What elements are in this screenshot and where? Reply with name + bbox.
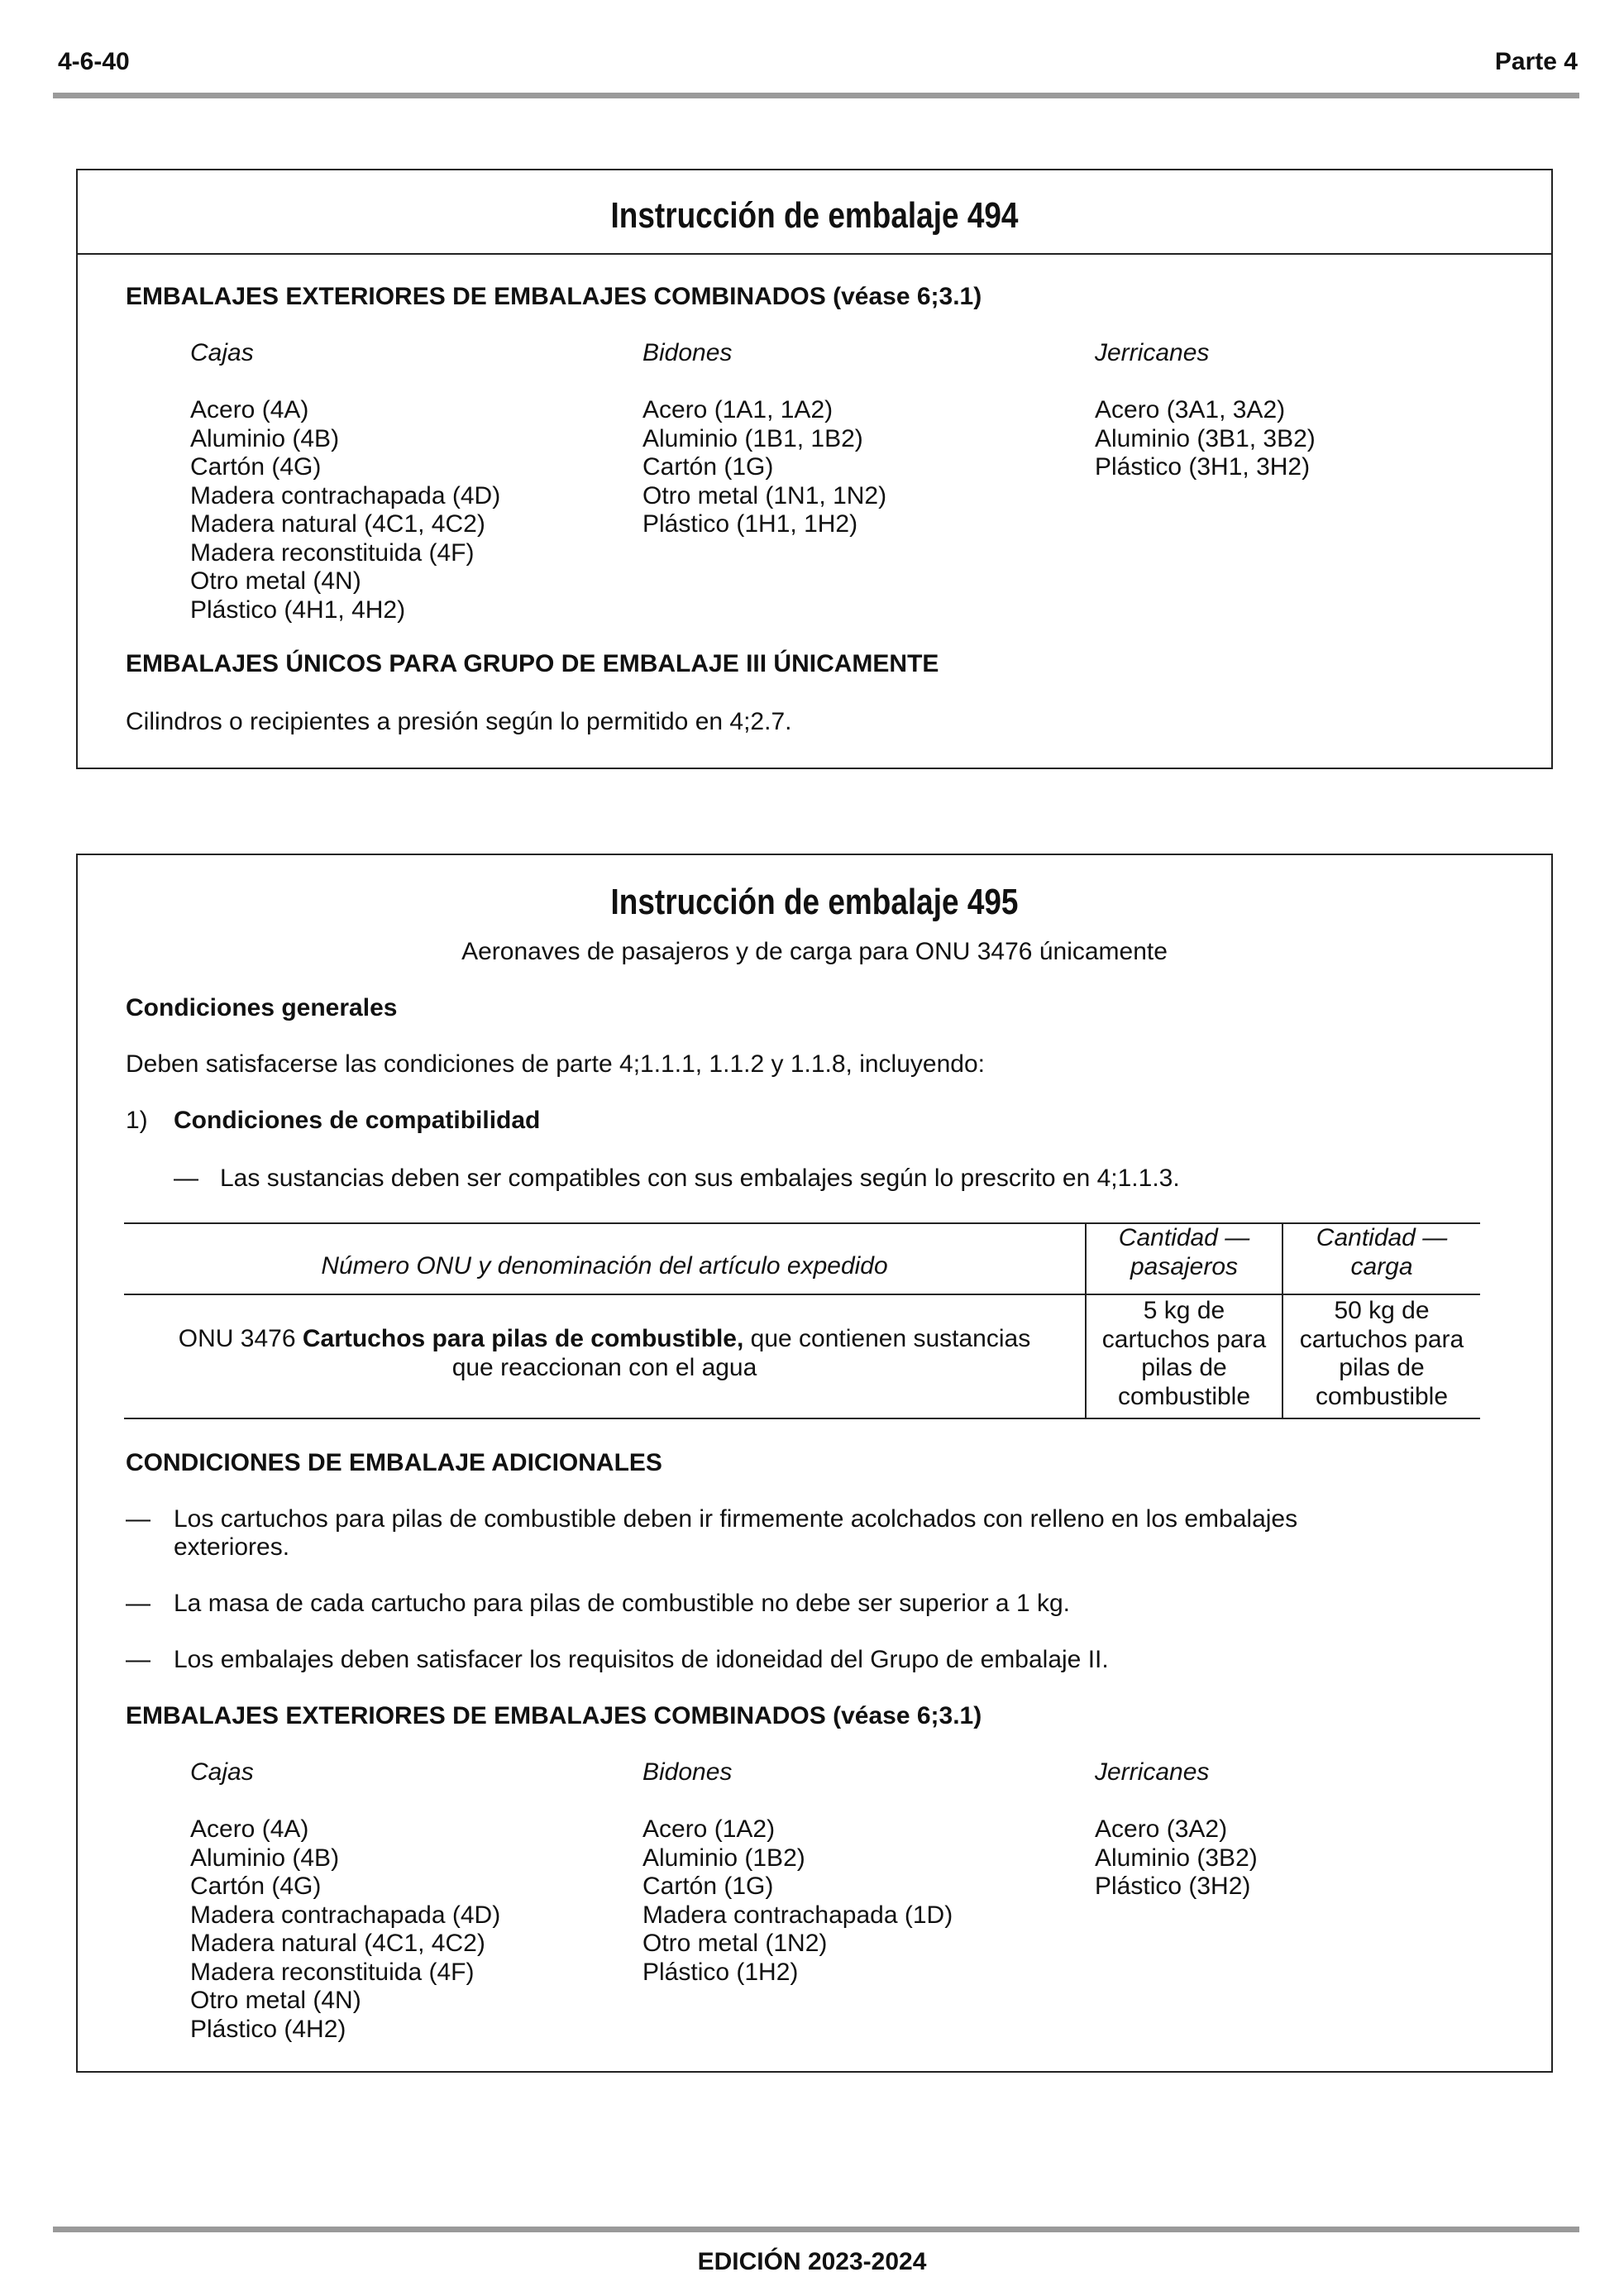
list-item: Acero (3A2)	[1095, 1815, 1228, 1843]
list-item: Acero (4A)	[190, 1815, 309, 1843]
pi495-jerricanes-heading: Jerricanes	[1095, 1758, 1210, 1786]
pi494-title: Instrucción de embalaje 494	[610, 195, 1019, 236]
dash-bullet: —	[126, 1590, 150, 1617]
table-head-cargo	[1283, 1224, 1480, 1281]
pi495-additional-3: Los embalajes deben satisfacer los requisitos de idoneidad del Grupo de embalaje II.	[174, 1646, 1109, 1673]
pi495-additional-1-cont: exteriores.	[174, 1533, 290, 1561]
pi495-additional-1: Los cartuchos para pilas de combustible deben ir firmemente acolchados con relleno en los embalajes	[174, 1505, 1298, 1533]
list-item: Aluminio (1B1, 1B2)	[642, 424, 863, 452]
list-item: Acero (1A2)	[642, 1815, 776, 1843]
list-item: Madera natural (4C1, 4C2)	[190, 510, 485, 538]
pi494-col-bidones	[642, 339, 886, 539]
table-head-cargo-line: carga	[1350, 1252, 1413, 1280]
list-item: Plástico (4H1, 4H2)	[190, 596, 406, 624]
pi495-title: Instrucción de embalaje 495	[610, 882, 1019, 922]
page-number: 4-6-40	[58, 48, 130, 75]
pi494-cajas-heading: Cajas	[190, 339, 254, 366]
pi495-item1-text: Las sustancias deben ser compatibles con sus embalajes según lo prescrito en 4;1.1.3.	[220, 1165, 1180, 1192]
pi495-additional-2: La masa de cada cartucho para pilas de combustible no debe ser superior a 1 kg.	[174, 1590, 1070, 1617]
dash-bullet: —	[126, 1646, 150, 1673]
table-head-pax-line: pasajeros	[1130, 1252, 1239, 1280]
table-bottom-rule	[124, 1418, 1480, 1419]
pi494-single-text: Cilindros o recipientes a presión según lo permitido en 4;2.7.	[126, 708, 792, 735]
list-item: Aluminio (4B)	[190, 424, 340, 452]
list-item: Cartón (4G)	[190, 1873, 322, 1900]
table-row-pax	[1087, 1297, 1282, 1411]
list-item: Madera contrachapada (4D)	[190, 1901, 501, 1929]
cargo-line: combustible	[1315, 1382, 1449, 1410]
packing-instruction-495-box	[76, 854, 1553, 2073]
list-item: Madera contrachapada (4D)	[190, 481, 501, 509]
table-head-rule	[124, 1294, 1480, 1295]
list-item: Madera natural (4C1, 4C2)	[190, 1930, 485, 1957]
table-row-name	[124, 1325, 1085, 1382]
header-rule	[53, 93, 1579, 98]
list-item: Plástico (1H2)	[642, 1958, 799, 1986]
pi495-item1-dash: —	[174, 1165, 198, 1192]
pi494-col-cajas	[190, 339, 500, 624]
list-item: Aluminio (1B2)	[642, 1844, 805, 1872]
pax-line: 5 kg de	[1143, 1297, 1225, 1324]
pi495-col-bidones	[642, 1758, 953, 1987]
pi495-general-heading: Condiciones generales	[126, 994, 398, 1021]
footer-rule	[53, 2227, 1579, 2232]
pi495-general-text: Deben satisfacerse las condiciones de parte 4;1.1.1, 1.1.2 y 1.1.8, incluyendo:	[126, 1050, 985, 1078]
table-head-pax-line: Cantidad —	[1118, 1224, 1250, 1251]
list-item: Madera reconstituida (4F)	[190, 1958, 475, 1986]
packing-instruction-494-box	[76, 169, 1553, 769]
cargo-line: pilas de	[1339, 1354, 1425, 1381]
pi495-col-jerricanes	[1095, 1758, 1258, 1901]
pi495-outer-heading: EMBALAJES EXTERIORES DE EMBALAJES COMBINADOS (véase 6;3.1)	[126, 1702, 982, 1729]
pax-line: cartuchos para	[1101, 1325, 1267, 1353]
list-item: Plástico (1H1, 1H2)	[642, 510, 858, 538]
list-item: Aluminio (3B1, 3B2)	[1095, 424, 1316, 452]
cargo-line: cartuchos para	[1299, 1325, 1464, 1353]
list-item: Acero (3A1, 3A2)	[1095, 396, 1286, 423]
pi495-item1-number: 1)	[126, 1107, 148, 1134]
list-item: Madera reconstituida (4F)	[190, 538, 475, 567]
row-bold-name: Cartuchos para pilas de combustible,	[302, 1325, 744, 1352]
list-item: Cartón (4G)	[190, 453, 322, 481]
table-row-cargo	[1283, 1297, 1480, 1411]
pax-line: combustible	[1117, 1382, 1251, 1410]
pi495-subtitle: Aeronaves de pasajeros y de carga para ONU 3476 únicamente	[461, 938, 1168, 965]
edition-label: EDICIÓN 2023-2024	[697, 2248, 927, 2275]
pi494-bidones-heading: Bidones	[642, 339, 733, 366]
cargo-line: 50 kg de	[1334, 1297, 1430, 1324]
list-item: Otro metal (1N1, 1N2)	[642, 481, 887, 509]
list-item: Aluminio (4B)	[190, 1844, 340, 1872]
list-item: Cartón (1G)	[642, 1873, 774, 1900]
row-rest-line2: que reaccionan con el agua	[451, 1353, 757, 1381]
list-item: Cartón (1G)	[642, 453, 774, 481]
pi495-cajas-heading: Cajas	[190, 1758, 254, 1786]
list-item: Plástico (3H1, 3H2)	[1095, 453, 1311, 481]
pi495-item1-heading: Condiciones de compatibilidad	[174, 1107, 541, 1134]
list-item: Otro metal (4N)	[190, 1987, 361, 2014]
pi495-bidones-heading: Bidones	[642, 1758, 733, 1786]
part-label: Parte 4	[1494, 48, 1578, 75]
pi494-title-rule	[78, 253, 1551, 255]
list-item: Otro metal (4N)	[190, 567, 361, 595]
pi494-single-heading: EMBALAJES ÚNICOS PARA GRUPO DE EMBALAJE III ÚNICAMENTE	[126, 650, 939, 677]
list-item: Otro metal (1N2)	[642, 1930, 828, 1957]
list-item: Aluminio (3B2)	[1095, 1844, 1258, 1872]
row-prefix: ONU 3476	[178, 1325, 303, 1352]
pi495-col-cajas	[190, 1758, 500, 2044]
list-item: Plástico (3H2)	[1095, 1873, 1251, 1900]
dash-bullet: —	[126, 1505, 150, 1533]
table-head-pax	[1087, 1224, 1282, 1281]
list-item: Plástico (4H2)	[190, 2015, 346, 2043]
list-item: Madera contrachapada (1D)	[642, 1901, 953, 1929]
list-item: Acero (1A1, 1A2)	[642, 396, 833, 423]
table-head-name: Número ONU y denominación del artículo expedido	[321, 1252, 888, 1280]
pi494-jerricanes-heading: Jerricanes	[1095, 339, 1210, 366]
pax-line: pilas de	[1141, 1354, 1227, 1381]
list-item: Acero (4A)	[190, 396, 309, 423]
pi494-outer-heading: EMBALAJES EXTERIORES DE EMBALAJES COMBINADOS (véase 6;3.1)	[126, 283, 982, 310]
pi494-col-jerricanes	[1095, 339, 1316, 482]
row-rest: que contienen sustancias	[743, 1325, 1031, 1352]
pi495-additional-heading: CONDICIONES DE EMBALAJE ADICIONALES	[126, 1449, 662, 1476]
table-head-cargo-line: Cantidad —	[1316, 1224, 1448, 1251]
